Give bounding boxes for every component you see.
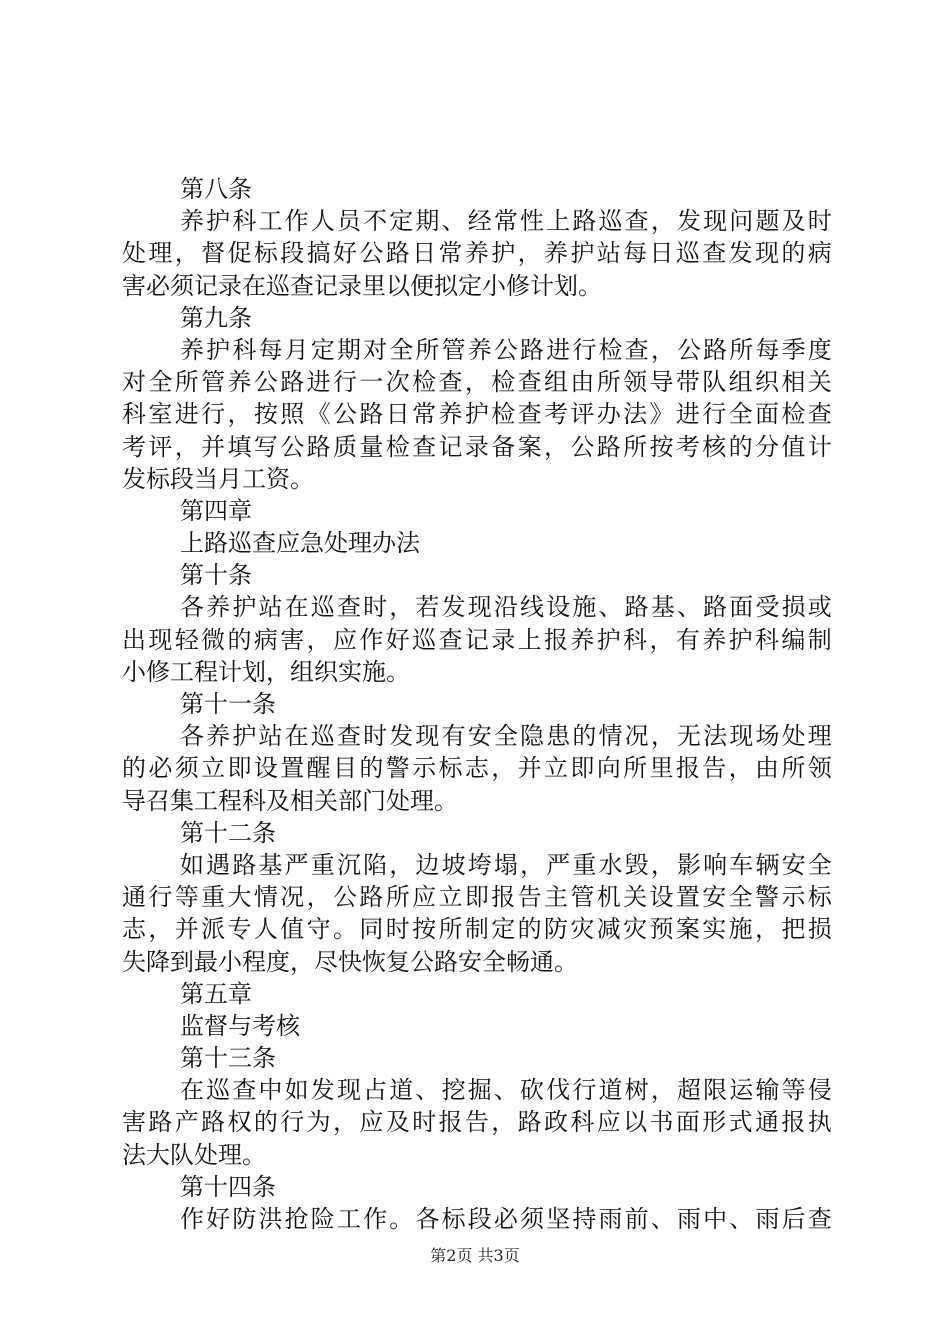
- section-heading: 上路巡查应急处理办法: [180, 529, 420, 558]
- paragraph-line: 各 养 护 站 在 巡 查 时 ， 若 发 现 沿 线 设 施 、 路 基 、 路 面 受 损 或: [180, 593, 832, 622]
- paragraph-line: 发标段当月工资。: [122, 464, 314, 493]
- paragraph-line: 科 室 进 行 ， 按 照 《 公 路 日 常 养 护 检 查 考 评 办 法 》 进 行 全 面 检 查: [122, 400, 832, 429]
- paragraph-line: 养 护 科 工 作 人 员 不 定 期 、 经 常 性 上 路 巡 查 ， 发 现 问 题 及 时: [180, 207, 832, 236]
- section-heading: 第十四条: [180, 1172, 276, 1201]
- page-footer: [0, 1243, 950, 1266]
- paragraph-line: 害 路 产 路 权 的 行 为 ， 应 及 时 报 告 ， 路 政 科 应 以 书 面 形 式 通 报 执: [122, 1108, 832, 1137]
- paragraph-line: 导召集工程科及相关部门处理。: [122, 786, 458, 815]
- section-heading: 第四章: [180, 496, 252, 525]
- paragraph-line: 对 全 所 管 养 公 路 进 行 一 次 检 查 ， 检 查 组 由 所 领 导 带 队 组 织 相 关: [122, 368, 832, 397]
- section-heading: 第八条: [180, 175, 252, 203]
- section-heading: 第十三条: [180, 1044, 276, 1073]
- paragraph-line: 作 好 防 洪 抢 险 工 作 。 各 标 段 必 须 坚 持 雨 前 、 雨 中 、 雨 后 查: [180, 1205, 832, 1233]
- document-body: [122, 173, 832, 1235]
- paragraph-line: 志 ， 并 派 专 人 值 守 。 同 时 按 所 制 定 的 防 灾 减 灾 预 案 实 施 ， 把 损: [122, 915, 832, 944]
- paragraph-line: 考 评 ， 并 填 写 公 路 质 量 检 查 记 录 备 案 ， 公 路 所 按 考 核 的 分 值 计: [122, 432, 832, 461]
- paragraph-line: 的 必 须 立 即 设 置 醒 目 的 警 示 标 志 ， 并 立 即 向 所 里 报 告 ， 由 所 领: [122, 754, 832, 783]
- section-heading: 第十条: [180, 561, 252, 590]
- paragraph-line: 通 行 等 重 大 情 况 ， 公 路 所 应 立 即 报 告 主 管 机 关 设 置 安 全 警 示 标: [122, 883, 832, 912]
- paragraph-line: 害必须记录在巡查记录里以便拟定小修计划。: [122, 271, 602, 300]
- section-heading: 监督与考核: [180, 1011, 300, 1040]
- paragraph-line: 失降到最小程度，尽快恢复公路安全畅通。: [122, 947, 578, 976]
- section-heading: 第十二条: [180, 818, 276, 847]
- paragraph-line: 养 护 科 每 月 定 期 对 全 所 管 养 公 路 进 行 检 查 ， 公 路 所 每 季 度: [180, 335, 832, 364]
- paragraph-line: 小修工程计划，组织实施。: [122, 657, 410, 686]
- paragraph-line: 各 养 护 站 在 巡 查 时 发 现 有 安 全 隐 患 的 情 况 ， 无 法 现 场 处 理: [180, 722, 832, 751]
- page-number: 第2页 共3页: [430, 1246, 520, 1265]
- section-heading: 第九条: [180, 303, 252, 332]
- paragraph-line: 在 巡 查 中 如 发 现 占 道 、 挖 掘 、 砍 伐 行 道 树 ， 超 限 运 输 等 侵: [180, 1076, 832, 1105]
- paragraph-line: 出 现 轻 微 的 病 害 ， 应 作 好 巡 查 记 录 上 报 养 护 科 ， 有 养 护 科 编 制: [122, 625, 832, 654]
- section-heading: 第十一条: [180, 690, 276, 718]
- paragraph-line: 法大队处理。: [122, 1140, 266, 1169]
- section-heading: 第五章: [180, 979, 252, 1008]
- paragraph-line: 处 理 ， 督 促 标 段 搞 好 公 路 日 常 养 护 ， 养 护 站 每 日 巡 查 发 现 的 病: [122, 239, 832, 268]
- paragraph-line: 如 遇 路 基 严 重 沉 陷 ， 边 坡 垮 塌 ， 严 重 水 毁 ， 影 响 车 辆 安 全: [180, 850, 832, 879]
